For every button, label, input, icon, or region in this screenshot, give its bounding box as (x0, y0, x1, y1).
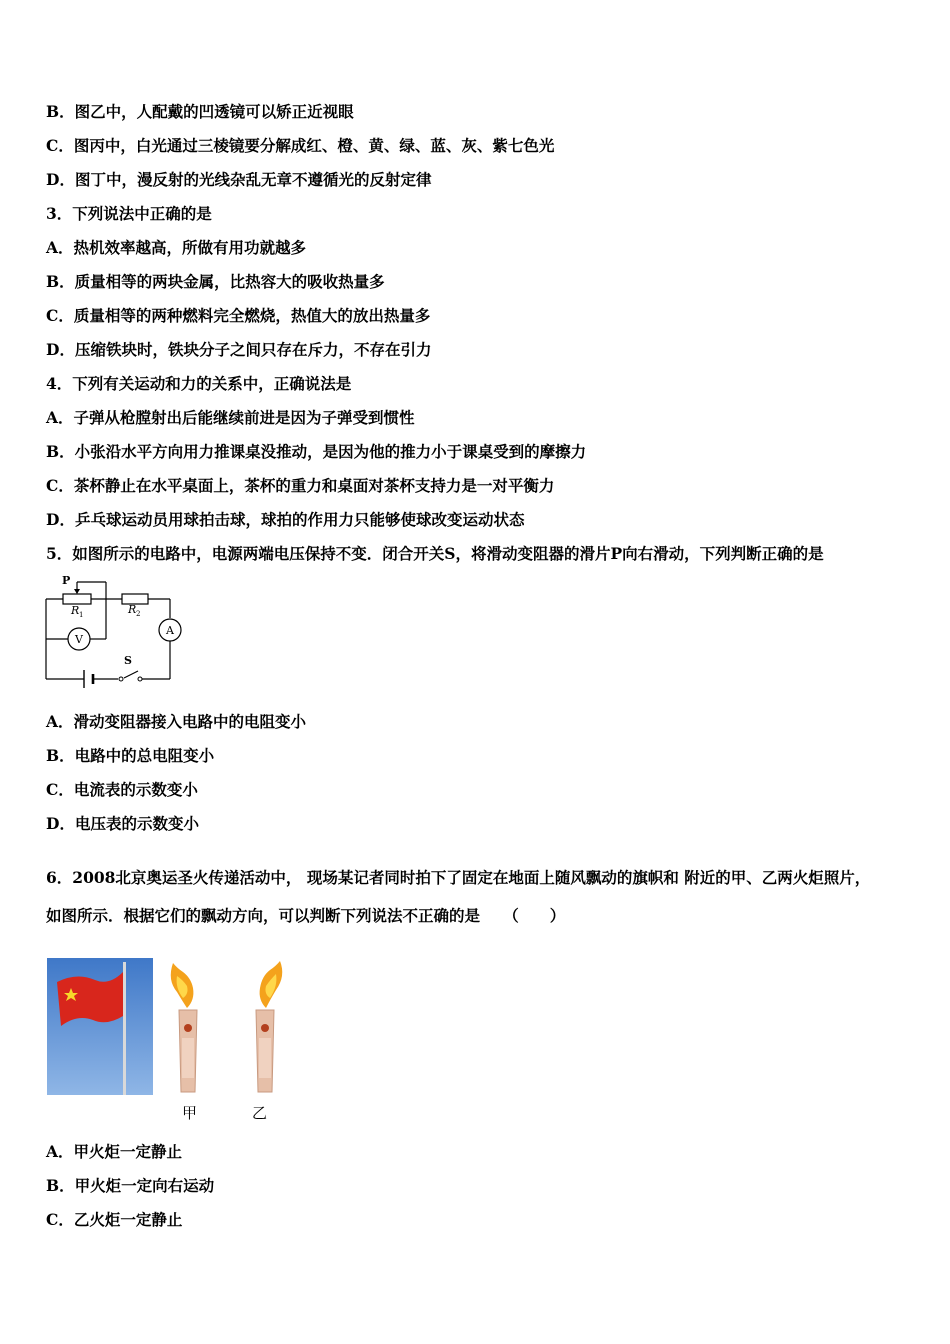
switch-s (124, 671, 138, 678)
torch-yi-photo (240, 958, 290, 1095)
q5-option-a: A．滑动变阻器接入电路中的电阻变小 (46, 712, 307, 731)
q3-option-c: C．质量相等的两种燃料完全燃烧，热值大的放出热量多 (46, 306, 431, 325)
r2-label: R (128, 603, 137, 616)
q4-option-b: B．小张沿水平方向用力推课桌没推动，是因为他的推力小于课桌受到的摩擦力 (46, 442, 587, 461)
caption-jia: 甲 (182, 1104, 198, 1122)
torch-jia-photo (163, 958, 213, 1095)
q3-option-b: B．质量相等的两块金属，比热容大的吸收热量多 (46, 272, 385, 291)
q5-option-b: B．电路中的总电阻变小 (46, 746, 215, 765)
q6-option-c: C．乙火炬一定静止 (46, 1210, 183, 1229)
q2-option-b: B．图乙中，人配戴的凹透镜可以矫正近视眼 (46, 102, 354, 121)
q6-stem-line2: 如图所示．根据它们的飘动方向，可以判断下列说法不正确的是 （ ） (46, 906, 566, 925)
switch-label: S (124, 654, 132, 667)
q2-option-d: D．图丁中，漫反射的光线杂乱无章不遵循光的反射定律 (46, 170, 432, 189)
caption-yi: 乙 (252, 1104, 268, 1122)
q5-option-d: D．电压表的示数变小 (46, 814, 199, 833)
slider-label: P (62, 574, 71, 587)
voltmeter-label: V (75, 633, 83, 646)
r1-label: R (71, 604, 80, 617)
q3-option-d: D．压缩铁块时，铁块分子之间只存在斥力，不存在引力 (46, 340, 432, 359)
q5-option-c: C．电流表的示数变小 (46, 780, 198, 799)
q5-stem: 5．如图所示的电路中，电源两端电压保持不变．闭合开关S，将滑动变阻器的滑片P向右滑动，下列判断正确的是 (46, 544, 824, 563)
q3-option-a: A．热机效率越高，所做有用功就越多 (46, 238, 307, 257)
ammeter-label: A (166, 624, 174, 637)
q3-stem: 3．下列说法中正确的是 (46, 204, 212, 223)
q4-option-d: D．乒乓球运动员用球拍击球，球拍的作用力只能够使球改变运动状态 (46, 510, 525, 529)
q6-stem-line1: 6．2008北京奥运圣火传递活动中， 现场某记者同时拍下了固定在地面上随风飘动的旗帜和 附近的甲、乙两火炬照片， (46, 868, 871, 887)
q4-option-a: A．子弹从枪膛射出后能继续前进是因为子弹受到惯性 (46, 408, 415, 427)
flagpole (123, 962, 126, 1095)
r1-subscript: 1 (79, 611, 84, 619)
q4-stem: 4．下列有关运动和力的关系中，正确说法是 (46, 374, 352, 393)
circuit-diagram (40, 574, 190, 694)
q6-option-b: B．甲火炬一定向右运动 (46, 1176, 215, 1195)
slider-arrow-icon (74, 589, 80, 594)
r2-subscript: 2 (136, 610, 141, 618)
flag-photo (47, 958, 153, 1095)
q4-option-c: C．茶杯静止在水平桌面上，茶杯的重力和桌面对茶杯支持力是一对平衡力 (46, 476, 555, 495)
q6-option-a: A．甲火炬一定静止 (46, 1142, 183, 1161)
q2-option-c: C．图丙中，白光通过三棱镜要分解成红、橙、黄、绿、蓝、灰、紫七色光 (46, 136, 555, 155)
resistor-r1 (63, 594, 91, 604)
